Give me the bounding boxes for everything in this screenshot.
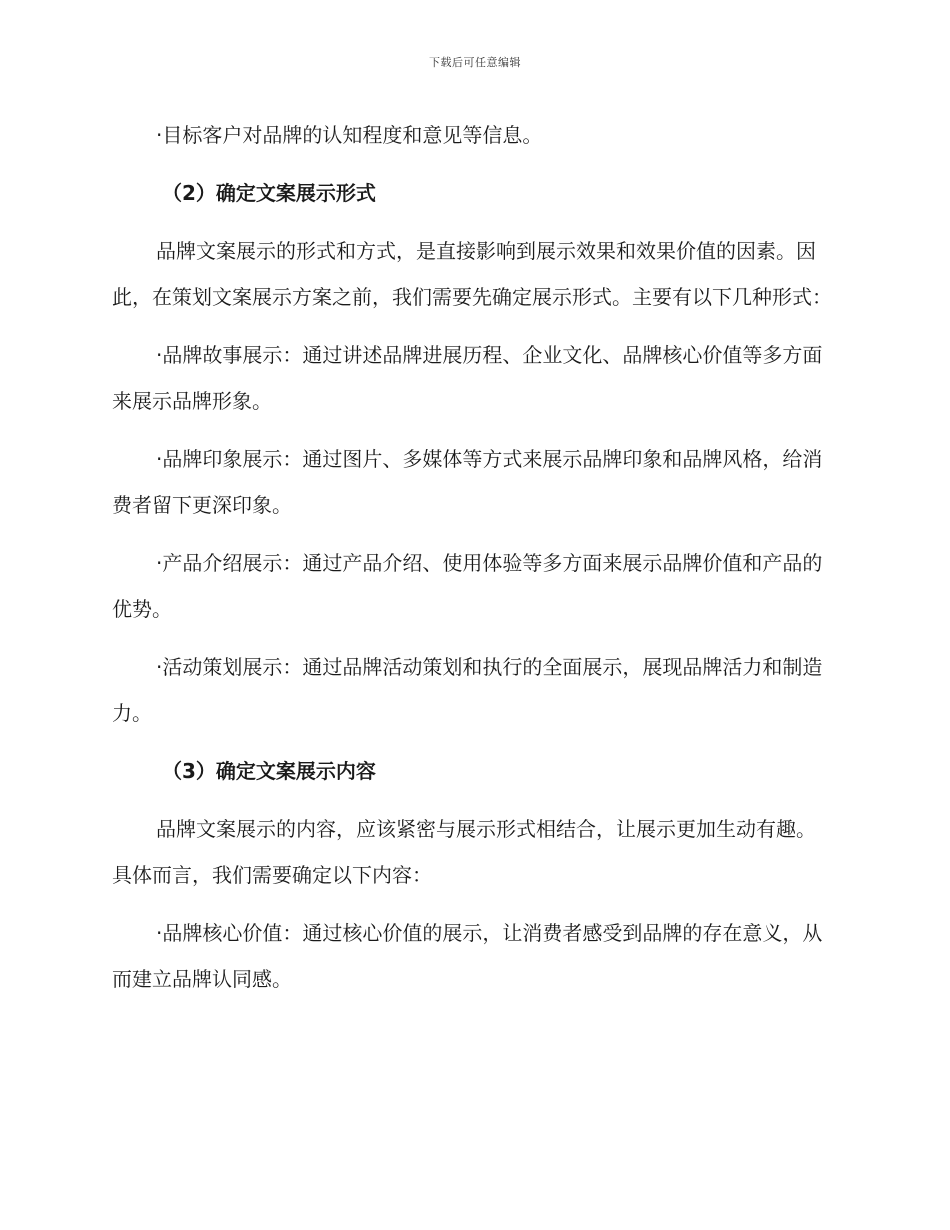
body-paragraph: 品牌文案展示的内容，应该紧密与展示形式相结合，让展示更加生动有趣。具体而言，我们需要确定以下内容： — [112, 817, 816, 887]
document-body — [112, 112, 832, 1014]
section-heading: （3）确定文案展示内容 — [162, 759, 376, 783]
bullet-paragraph: ·产品介绍展示：通过产品介绍、使用体验等多方面来展示品牌价值和产品的优势。 — [112, 551, 823, 621]
bullet-paragraph: ·品牌印象展示：通过图片、多媒体等方式来展示品牌印象和品牌风格，给消费者留下更深印象。 — [112, 447, 823, 517]
body-paragraph: 品牌文案展示的形式和方式，是直接影响到展示效果和效果价值的因素。因此，在策划文案展示方案之前，我们需要先确定展示形式。主要有以下几种形式： — [112, 239, 832, 309]
bullet-paragraph: ·目标客户对品牌的认知程度和意见等信息。 — [156, 123, 543, 147]
page-header: 下载后可任意编辑 — [429, 56, 521, 69]
section-heading: （2）确定文案展示形式 — [162, 181, 376, 205]
bullet-paragraph: ·品牌故事展示：通过讲述品牌进展历程、企业文化、品牌核心价值等多方面来展示品牌形象。 — [112, 343, 823, 413]
bullet-paragraph: ·活动策划展示：通过品牌活动策划和执行的全面展示，展现品牌活力和制造力。 — [112, 655, 823, 725]
bullet-paragraph: ·品牌核心价值：通过核心价值的展示，让消费者感受到品牌的存在意义，从而建立品牌认同感。 — [112, 921, 823, 991]
